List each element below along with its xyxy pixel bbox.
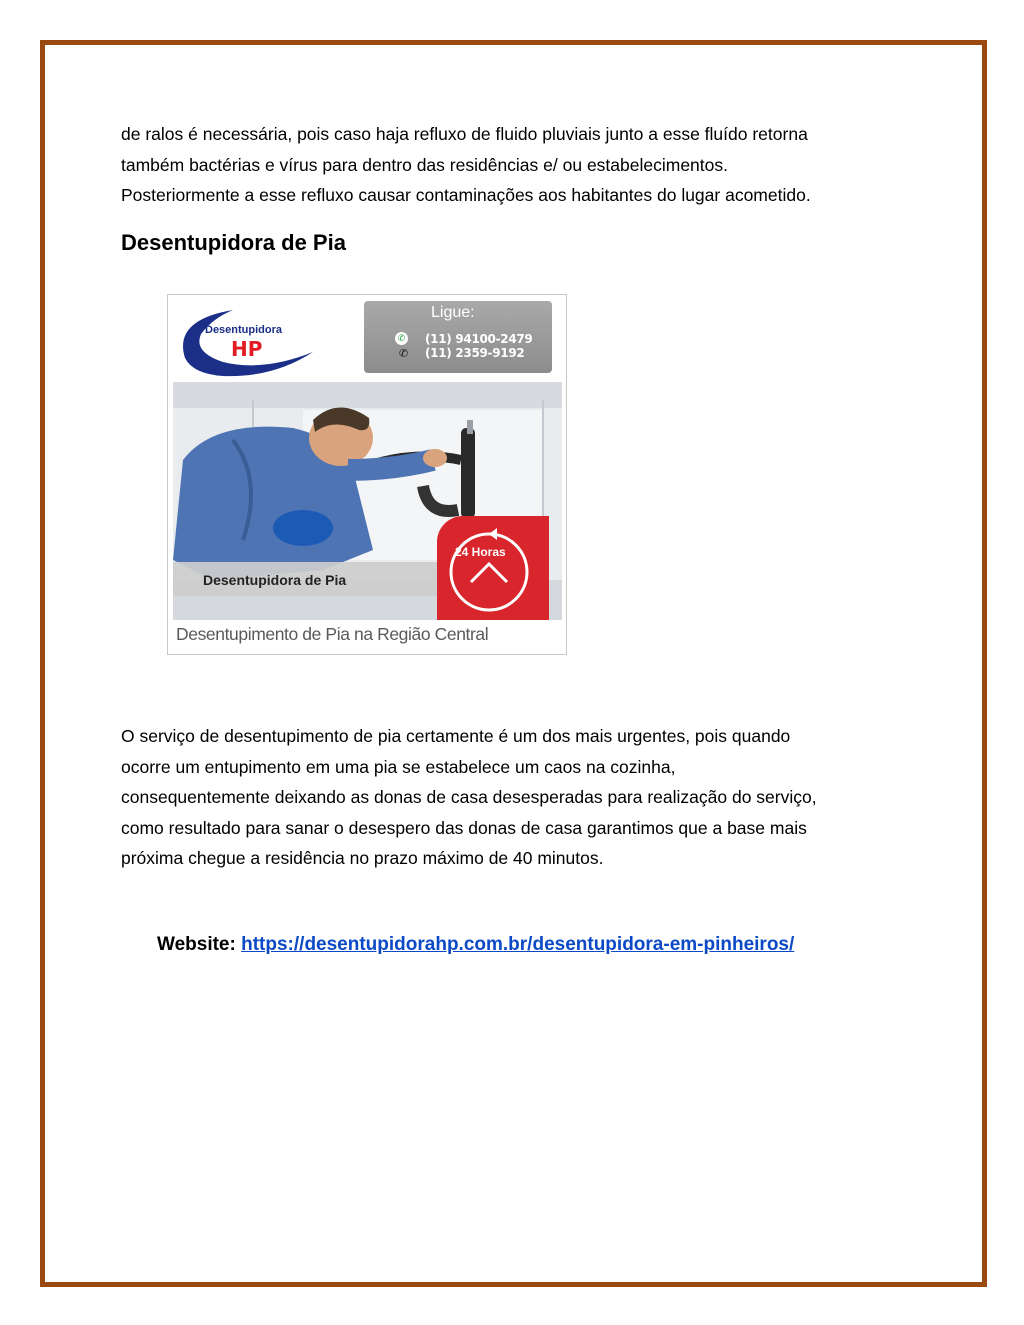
website-line [157, 934, 794, 956]
phone-number-1: (11) 94100-2479 [425, 332, 533, 346]
intro-paragraph [121, 119, 911, 211]
whatsapp-icon: ✆ [395, 332, 408, 345]
section-heading: Desentupidora de Pia [121, 230, 346, 255]
ligue-label: Ligue: [431, 304, 475, 321]
body-line: próxima chegue a residência no prazo máximo de 40 minutos. [121, 848, 604, 868]
website-link[interactable]: https://desentupidorahp.com.br/desentupidora-em-pinheiros/ [241, 934, 795, 955]
phone-number-2: (11) 2359-9192 [425, 346, 525, 360]
badge-arrow-icon [437, 516, 549, 620]
intro-line: Posteriormente a esse refluxo causar contaminações aos habitantes do lugar acometido. [121, 185, 811, 205]
body-line: O serviço de desentupimento de pia certamente é um dos mais urgentes, pois quando [121, 726, 791, 746]
website-label: Website: [157, 934, 236, 955]
page-border [40, 40, 987, 1287]
body-paragraph [121, 721, 911, 874]
body-line: como resultado para sanar o desespero das donas de casa garantimos que a base mais [121, 817, 807, 838]
ad-caption: Desentupimento de Pia na Região Central [176, 624, 489, 644]
body-line: ocorre um entupimento em uma pia se estabelece um caos na cozinha, [121, 756, 676, 777]
intro-line: também bactérias e vírus para dentro das residências e/ ou estabelecimentos. [121, 154, 728, 175]
badge-24h-text: 24 Horas [455, 545, 506, 559]
logo-hp: HP [231, 337, 263, 361]
phone-icon: ✆ [399, 348, 409, 360]
advertisement-image [167, 294, 567, 655]
logo-text: Desentupidora [205, 324, 283, 336]
body-line: consequentemente deixando as donas de casa desesperadas para realização do serviço, [121, 787, 817, 807]
intro-line: de ralos é necessária, pois caso haja refluxo de fluido pluviais junto a esse fluído retorna [121, 124, 808, 144]
ad-banner-text: Desentupidora de Pia [203, 572, 347, 588]
